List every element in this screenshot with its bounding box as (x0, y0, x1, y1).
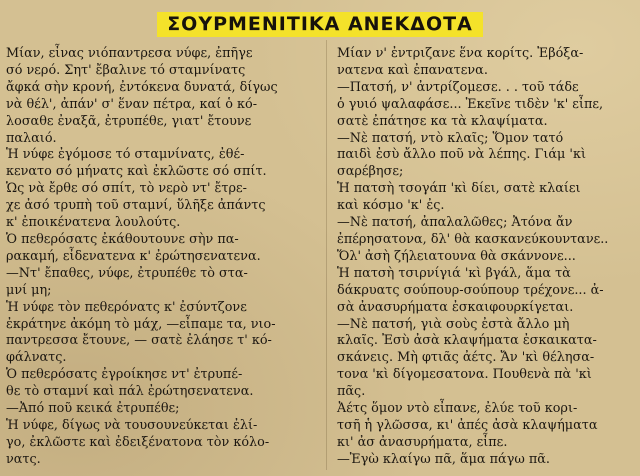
left-column-line: χε ἀσό τρυπὴ τοῦ σταμνί, ὕλῆξε ἀπάντς (6, 198, 266, 214)
left-column-line: φάλνατς. (6, 350, 67, 366)
left-column-line: Ὁ πεθερόσατς ἐκάθουτουνε σὴν πα- (6, 231, 239, 247)
left-column-line: γο, ἐκλῶστε καὶ ἐδειξένατονα τὸν κόλο- (6, 434, 270, 450)
left-column-line: Ἡ νύφε τὸν πεθερόνατς κ' ἐσύντζονε (6, 299, 247, 315)
left-column-line: Ἡ νύφε, δίγως νὰ τουσουνεύκεται ἐλί- (6, 417, 258, 433)
right-column-line: πᾶς. (337, 384, 366, 400)
right-column-line: καὶ κόσμο 'κ' ἐς. (337, 198, 445, 214)
right-column-line: νατενα καὶ ἐπανατενα. (337, 62, 488, 78)
column-divider (326, 40, 327, 470)
right-column-line: Ἡ πατσὴ τσογάπ 'κὶ δίει, σατὲ κλαίει (337, 181, 581, 197)
left-column-line: παλαιό. (6, 130, 57, 146)
right-column-line: κλαῖς. Ἐσὺ ἀσὰ κλαψήματα ἐσκαικατα- (337, 333, 597, 349)
right-column-line: Ἡ πατσὴ τσιρνίγιά 'κὶ βγάλ, ἅμα τὰ (337, 265, 571, 281)
left-column-line: ἄφκά σὴν κρονή, ἐντόκενα δυνατά, δίγως (6, 79, 278, 95)
right-column-line: σὰ ἀνασυρήματα ἐσκαιφουρκίγεται. (337, 299, 574, 315)
left-column-line: νὰ θέλ', ἀπάν' σ' ἕναν πέτρα, καί ὁ κό- (6, 96, 258, 112)
right-column-line: —Ἐγὼ κλαίγω πᾶ, ἅμα πάγω πᾶ. (337, 451, 550, 467)
left-column-line: κ' ἐποικένατενα λουλούτς. (6, 215, 181, 231)
right-column-line: ὁ γυιό ψαλαφάσε... Ἐκεῖνε τιδὲν 'κ' εἶπε, (337, 96, 604, 112)
left-column (6, 46, 318, 469)
right-column-line: τσῆ ἡ γλῶσσα, κι' ἀπές ἀσὰ κλαψήματα (337, 417, 598, 433)
right-column-line: ἐπέρησατονα, δλ' θὰ κασκανεύκουντανε.. (337, 231, 609, 247)
right-column-line: δάκρυατς σούπουρ-σούπουρ τρέχονε... ἀ- (337, 282, 604, 298)
left-column-line: κενατο σό μήνατς καὶ ἐκλῶστε σό σπίτ. (6, 164, 267, 180)
left-column-line: —Ἀπό ποῦ κεικά ἐτρυπέθε; (6, 401, 180, 417)
left-column-line: νατς. (6, 451, 41, 467)
left-column-line: ἐκράτηνε ἀκόμη τὸ μάχ, —εἶπαμε τα, νιο- (6, 316, 276, 332)
right-column-line: Μίαν ν' ἐντριζανε ἕνα κορίτς. Ἐβόξα- (337, 46, 584, 61)
left-column-line: Ὁ πεθερόσατς ἐγροίκησε ντ' ἐτρυπέ- (6, 367, 243, 383)
right-column-line: τονα 'κὶ δίγομεσατονα. Πουθενὰ πὰ 'κὶ (337, 367, 592, 383)
right-column-line: —Νὲ πατσή, γιὰ σοὺς ἐστὰ ἄλλο μὴ (337, 316, 570, 332)
left-column-line: Ἡ νύφε ἐγόμοσε τό σταμνίνατς, ἐθέ- (6, 147, 245, 163)
right-column-line: —Νὲ πατσή, ντὸ κλαῖς; Ὅμον τατό (337, 130, 564, 146)
left-column-line: Ὡς νὰ ἔρθε σό σπίτ, τὸ νερὸ ντ' ἔτρε- (6, 181, 247, 197)
right-column-line: σατὲ ἐπάτησε κα τὰ κλαψίματα. (337, 113, 548, 129)
left-column-line: —Ντ' ἔπαθες, νύφε, ἐτρυπέθε τὸ στα- (6, 265, 248, 281)
right-column-line: Ὅλ' ἀσὴ ζήλειατουνα θὰ σκάννονε... (337, 248, 576, 264)
right-column-line: σκάνεις. Μὴ φτιᾶς ἀέτς. Ἄν 'κὶ θέλησα- (337, 350, 595, 366)
left-column-line: σό νερό. Σητ' ἔβαλινε τό σταμνίνατς (6, 62, 246, 78)
title-area (0, 12, 640, 37)
right-column-line: —Πατσή, ν' ἀντρίζομεσε. . . τοῦ τάδε (337, 79, 579, 95)
page-title: ΣΟΥΡΜΕΝΙΤΙΚΑ ΑΝΕΚΔΟΤΑ (157, 12, 483, 37)
right-column-line: κι' ἀσ ἀνασυρήματα, εἶπε. (337, 434, 508, 450)
left-column-line: Μίαν, εἶνας νιόπαντρεσα νύφε, ἐπῆγε (6, 46, 253, 61)
left-column-line: ρακαμή, εἶδενατενα κ' ἐρώτησενατενα. (6, 248, 261, 264)
right-column-line: σαρέβησε; (337, 164, 404, 180)
left-column-line: μνί μη; (6, 282, 52, 298)
right-column-line: παιδὶ ἐσὺ ἄλλο ποῦ νὰ λέπης. Γιάμ 'κὶ (337, 147, 586, 163)
left-column-line: λοσαθε ἐναξᾶ, ἐτρυπέθε, γιατ' ἔτουνε (6, 113, 252, 129)
right-column (337, 46, 633, 469)
right-column-line: Ἀέτς ὅμον ντὸ εἶπανε, ἐλύε τοῦ κορι- (337, 401, 578, 417)
left-column-line: παντρεσσα ἔτουνε, — σατὲ ἐλάησε τ' κό- (6, 333, 272, 349)
left-column-line: θε τὸ σταμνί καὶ πάλ ἐρώτησενατενα. (6, 384, 254, 400)
right-column-line: —Νὲ πατσή, ἀπαλαλῶθες; Ἀτόνα ἄν (337, 215, 573, 231)
